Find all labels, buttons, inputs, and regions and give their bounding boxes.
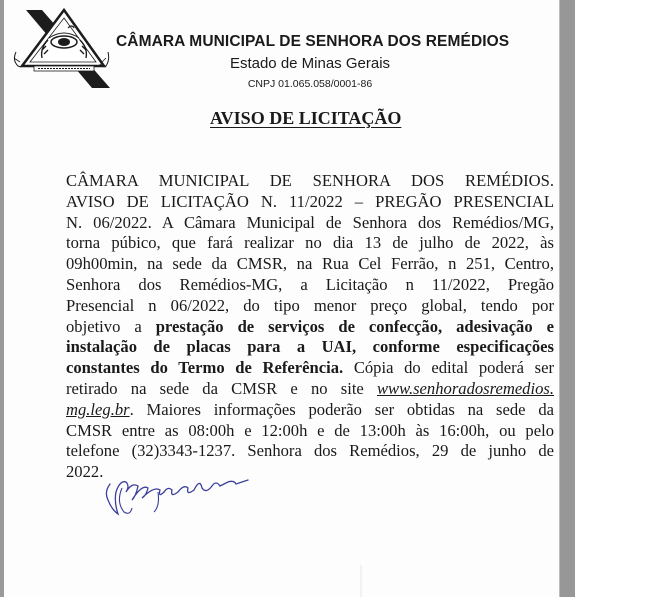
scan-artifact [360,565,362,597]
body-line [66,296,554,317]
body-line [66,317,554,338]
body-line [66,337,554,358]
municipal-coat-of-arms-icon [12,4,110,88]
body-line [66,254,554,275]
body-text-segment: retirado na sede da CMSR e no site [66,378,377,398]
bold-text: prestação de serviços de confecção, adesivação e [155,316,554,336]
body-text-segment: CMSR entre as 08:00h e 12:00h e de 13:00h às 16:00h, ou pelo [66,420,554,440]
body-text-segment: objetivo a [66,316,156,336]
institution-name: CÂMARA MUNICIPAL DE SENHORA DOS REMÉDIOS [116,33,510,50]
body-text-segment: Cópia do edital poderá ser [343,358,554,378]
body-text-segment: AVISO DE LICITAÇÃO N. 11/2022 – PREGÃO PRESENCIAL [66,191,554,211]
cnpj-number: CNPJ 01.065.058/0001-86 [247,78,373,90]
body-line [66,213,554,234]
state-name: Estado de Minas Gerais [229,55,391,72]
body-text-segment: Senhora dos Remédios-MG, a Licitação n 11/2022, Pregão [66,274,554,294]
body-line [66,192,554,213]
notice-title: AVISO DE LICITAÇÃO [210,108,402,128]
scan-right-border [559,0,575,597]
body-text-segment: 2022. [66,462,104,482]
body-text-segment: . Maiores informações poderão ser obtidas na sede da [129,399,554,419]
bold-text: instalação de placas para a UAI, conforme especificações [66,337,554,357]
body-line [66,400,554,421]
body-line [66,379,554,400]
body-line [66,421,554,442]
bold-text: constantes do Termo de Referência. [66,358,344,378]
body-text-segment: telefone (32)3343-1237. Senhora dos Remédios, 29 de junho de [66,441,554,461]
body-text-segment: N. 06/2022. A Câmara Municipal de Senhora dos Remédios/MG, [66,212,554,232]
website-link[interactable]: mg.leg.br [66,399,130,419]
body-text-segment: 09h00min, na sede da CMSR, na Rua Cel Ferrão, n 251, Centro, [66,254,554,274]
website-link[interactable]: www.senhoradosremedios. [376,378,554,398]
notice-body [66,171,554,483]
body-line [66,275,554,296]
body-text-segment: CÂMARA MUNICIPAL DE SENHORA DOS REMÉDIOS. [66,171,554,190]
body-text-segment: Presencial n 06/2022, do tipo menor preço global, tendo por [66,295,554,315]
body-line [66,171,554,192]
body-line [66,358,554,379]
body-line [66,233,554,254]
body-text-segment: torna púbico, que fará realizar no dia 13 de julho de 2022, às [66,233,554,253]
body-line [66,441,554,462]
handwritten-signature-icon [102,462,272,518]
background-margin [575,0,663,597]
